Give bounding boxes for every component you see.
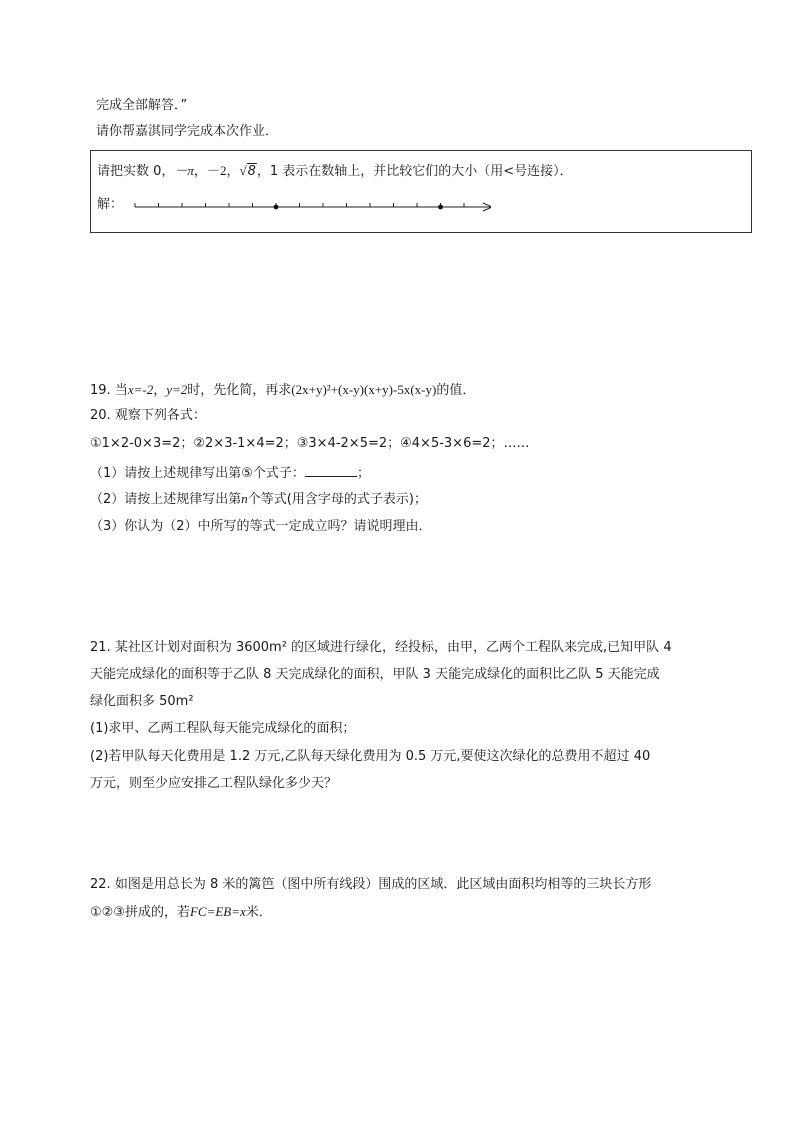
answer-label: 解： <box>97 197 124 212</box>
q20-part2-a: （2）请按上述规律写出第 <box>90 492 242 507</box>
q19-x-val: x=-2 <box>127 382 154 397</box>
number-line-group <box>135 203 491 211</box>
task-prompt <box>97 163 573 180</box>
q20-formulas: ①1×2-0×3=2；②2×3-1×4=2；③3×4-2×5=2；④4×5-3×6=2；…… <box>90 436 530 451</box>
q20-part-1 <box>90 464 370 482</box>
task-sep-1: ， <box>193 164 207 179</box>
number-line-dot <box>274 205 279 210</box>
q21-part-2-line-2: 万元，则至少应安排乙工程队绿化多少天？ <box>90 776 338 791</box>
q19 <box>90 382 475 399</box>
q20-part-2 <box>90 491 427 508</box>
task-sqrt-arg: 8 <box>247 164 256 179</box>
task-neg-two: －2 <box>206 163 227 178</box>
answer-blank[interactable] <box>305 464 357 477</box>
task-neg-pi: －π <box>174 163 194 178</box>
q19-text-b: 时，先化简，再求 <box>187 383 292 398</box>
q20-part1-end: ； <box>356 466 370 481</box>
q20-part2-b: 个等式(用含字母的式子表示)； <box>247 492 427 507</box>
q22-line-2 <box>90 904 272 921</box>
q22-line2-b: 米． <box>245 905 272 920</box>
q22-line2-var: FC=EB=x <box>189 904 246 919</box>
q20-number: 20. <box>90 408 111 423</box>
task-prompt-end: ，1 表示在数轴上，并比较它们的大小（用<号连接）． <box>256 164 573 179</box>
q20-part1-text: （1）请按上述规律写出第⑤个式子： <box>90 466 305 481</box>
q21-line-2: 天能完成绿化的面积等于乙队 8 天完成绿化的面积，甲队 3 天能完成绿化的面积比乙队 5 天能完成 <box>90 667 660 682</box>
q21-line1-text: 某社区计划对面积为 3600m² 的区域进行绿化，经投标，由甲，乙两个工程队来完成,已知甲队 4 <box>114 640 672 655</box>
q21-number: 21. <box>90 640 111 655</box>
task-sep-2: ， <box>226 164 240 179</box>
q22-line-1 <box>90 877 651 893</box>
q22-line1-text: 如图是用总长为 8 米的篱笆（图中所有线段）围成的区域．此区域由面积均相等的三块长方形 <box>114 877 652 892</box>
q22-line2-a: ①②③拼成的，若 <box>90 905 190 920</box>
sqrt-symbol: √ <box>239 163 247 178</box>
q19-y-val: y=2 <box>166 382 188 397</box>
q19-sep: ， <box>153 383 167 398</box>
intro-line-2: 请你帮嘉淇同学完成本次作业． <box>96 124 279 139</box>
q21-part-1: (1)求甲、乙两工程队每天能完成绿化的面积； <box>90 721 356 736</box>
number-line <box>131 197 491 217</box>
number-line-dot <box>438 205 443 210</box>
q19-expression: (2x+y)²+(x-y)(x+y)-5x(x-y) <box>291 382 437 397</box>
q19-number: 19. <box>90 383 111 398</box>
q20-title <box>90 408 206 424</box>
intro-line-1: 完成全部解答．” <box>96 98 188 113</box>
q20-part-3: （3）你认为（2）中所写的等式一定成立吗？请说明理由． <box>90 519 432 534</box>
q19-text-c: 的值． <box>436 383 476 398</box>
task-prompt-start: 请把实数 0， <box>97 164 175 179</box>
q21-line-1 <box>90 640 672 656</box>
q19-text-a: 当 <box>114 383 128 398</box>
q20-title-text: 观察下列各式： <box>114 408 206 423</box>
q21-part-2-line-1: (2)若甲队每天化费用是 1.2 万元,乙队每天绿化费用为 0.5 万元,要使这次绿化的总费用不超过 40 <box>90 749 651 764</box>
q22-number: 22. <box>90 877 111 892</box>
q20-part2-n: n <box>241 491 248 506</box>
q21-line-3: 绿化面积多 50m² <box>90 694 194 709</box>
task-box <box>90 150 752 233</box>
